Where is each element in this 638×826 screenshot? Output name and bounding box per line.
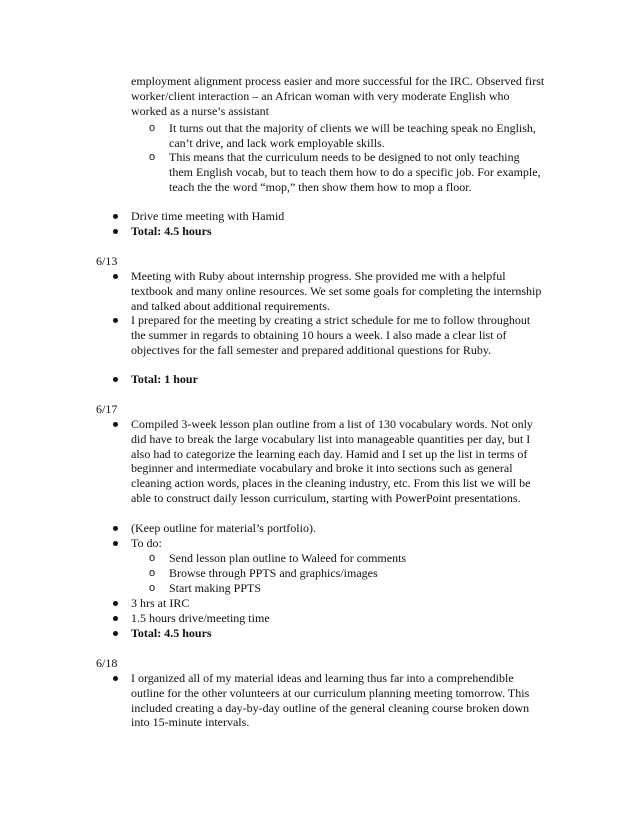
entry-date: 6/13 — [96, 254, 118, 268]
todo-item: o Start making PPTS — [169, 581, 545, 596]
entry-bullet: (Keep outline for material’s portfolio). — [131, 521, 545, 536]
intro-sub-item: o This means that the curriculum needs to be designed to not only teaching them English vocab, but to teach them how to do a specific job. For example, teach the the word “mop,” then show them how to mop a floor. — [169, 150, 545, 194]
todo-item: o Send lesson plan outline to Waleed for comments — [169, 551, 545, 566]
entry-bullet: Meeting with Ruby about internship progress. She provided me with a helpful textbook and many online resources. We set some goals for completing the internship and talked about additional requirements. — [131, 269, 545, 313]
entry-bullet: I organized all of my material ideas and learning thus far into a comprehendible outline for the other volunteers at our curriculum planning meeting tomorrow. This included creating a day-by-day outline of the general cleaning course broken down into 15-minute intervals. — [131, 671, 545, 730]
entry-bullet: I prepared for the meeting by creating a strict schedule for me to follow throughout the summer in regards to obtaining 10 hours a week. I also made a clear list of objectives for the fall semester and prepared additional questions for Ruby. — [131, 313, 545, 357]
intro-total: Total: 4.5 hours — [131, 224, 545, 239]
entry-total: Total: 1 hour — [131, 372, 545, 387]
todo-item: o Browse through PPTS and graphics/images — [169, 566, 545, 581]
entry-date: 6/18 — [96, 656, 118, 670]
entry-bullet: Compiled 3-week lesson plan outline from a list of 130 vocabulary words. Not only did have to break the large vocabulary list into manageable quantities per day, but I also had to categorize the learning each day. Hamid and I set up the list in terms of beginner and intermediate vocabulary and broke it into sections such as general cleaning action words, places in the cleaning industry, etc. From this list we will be able to construct daily lesson curriculum, starting with PowerPoint presentations. — [131, 417, 545, 506]
entry-total: Total: 4.5 hours — [131, 626, 545, 641]
entry-bullet: 1.5 hours drive/meeting time — [131, 611, 545, 626]
intro-bullet: Drive time meeting with Hamid — [131, 209, 545, 224]
entry-bullet: 3 hrs at IRC — [131, 596, 545, 611]
intro-paragraph: employment alignment process easier and more successful for the IRC. Observed first worker/client interaction – an African woman with very moderate English who worked as a nurse’s assistant — [131, 74, 545, 118]
entry-bullet: To do: — [131, 536, 545, 551]
entry-date: 6/17 — [96, 402, 118, 416]
intro-sub-item: o It turns out that the majority of clients we will be teaching speak no English, can’t drive, and lack work employable skills. — [169, 121, 545, 151]
